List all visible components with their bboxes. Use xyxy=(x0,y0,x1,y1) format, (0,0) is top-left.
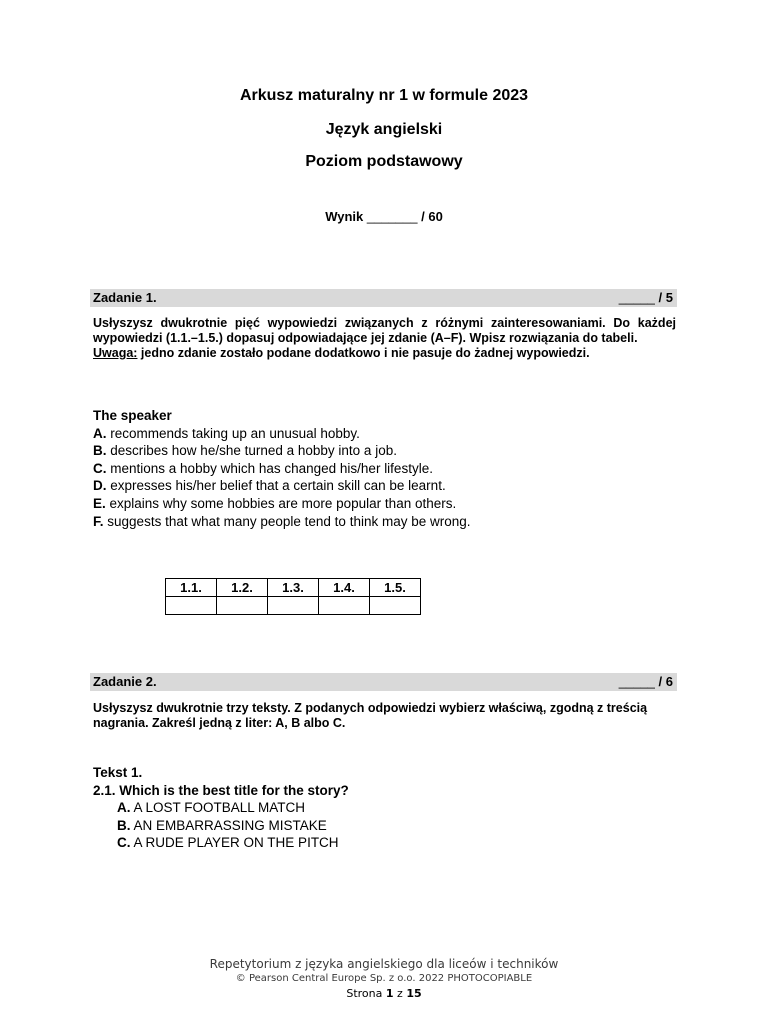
task-1-note-label: Uwaga: xyxy=(93,346,138,360)
answer-c[interactable]: C. A RUDE PLAYER ON THE PITCH xyxy=(117,835,339,851)
total-score xyxy=(0,209,768,224)
task-1-instruction xyxy=(93,316,676,361)
option-a: A. recommends taking up an unusual hobby. xyxy=(93,425,360,441)
score-label: Wynik xyxy=(325,209,364,224)
option-c: C. mentions a hobby which has changed his/her lifestyle. xyxy=(93,460,433,476)
answer-cell-1-5[interactable] xyxy=(370,597,421,615)
answer-col-1-4: 1.4. xyxy=(319,579,370,597)
option-d: D. expresses his/her belief that a certain skill can be learnt. xyxy=(93,478,446,494)
answer-cell-1-1[interactable] xyxy=(166,597,217,615)
answer-b[interactable]: B. AN EMBARRASSING MISTAKE xyxy=(117,817,327,833)
answer-table-header-row xyxy=(166,579,421,597)
task-1-lead: The speaker xyxy=(93,408,172,423)
answer-cell-1-4[interactable] xyxy=(319,597,370,615)
task-1-points-blank: _____ xyxy=(618,290,655,305)
task-2-points-max: / 6 xyxy=(658,674,673,689)
task-2-instruction: Usłyszysz dwukrotnie trzy teksty. Z podanych odpowiedzi wybierz właściwą, zgodną z treścią nagrania. Zakreśl jedną z liter: A, B albo C. xyxy=(93,701,648,730)
task-1-options xyxy=(93,407,673,530)
task-1-answer-table xyxy=(165,578,421,615)
task-2-text-1 xyxy=(93,764,653,852)
footer-copyright: © Pearson Central Europe Sp. z o.o. 2022 PHOTOCOPIABLE xyxy=(235,973,533,984)
answer-cell-1-3[interactable] xyxy=(268,597,319,615)
task-1-instruction-text: Usłyszysz dwukrotnie pięć wypowiedzi związanych z różnymi zainteresowaniami. Do każdej wypowiedzi (1.1.–1.5.) dopasuj odpowiadające jej zdanie (A–F). Wpisz rozwiązania do tabeli. xyxy=(93,316,676,345)
task-1-points xyxy=(619,289,673,307)
answer-cell-1-2[interactable] xyxy=(217,597,268,615)
task-2-points-blank: _____ xyxy=(618,674,655,689)
answer-table-input-row xyxy=(166,597,421,615)
task-1-header xyxy=(90,289,677,307)
footer-page-number: Strona 1 z 15 xyxy=(346,987,422,1000)
answer-col-1-3: 1.3. xyxy=(268,579,319,597)
task-1-note-text: jedno zdanie zostało podane dodatkowo i nie pasuje do żadnej wypowiedzi. xyxy=(137,346,590,360)
score-blank: _______ xyxy=(366,209,418,224)
task-1-label: Zadanie 1. xyxy=(93,290,157,305)
task-1-points-max: / 5 xyxy=(658,290,673,305)
answer-a[interactable]: A. A LOST FOOTBALL MATCH xyxy=(117,800,306,816)
option-f: F. suggests that what many people tend to think may be wrong. xyxy=(93,513,471,529)
task-2-label: Zadanie 2. xyxy=(93,674,157,689)
exam-subject: Język angielski xyxy=(325,121,443,138)
footer-book-title: Repetytorium z języka angielskiego dla liceów i techników xyxy=(209,957,559,971)
page-footer xyxy=(0,957,768,1002)
answer-col-1-1: 1.1. xyxy=(166,579,217,597)
answer-col-1-5: 1.5. xyxy=(370,579,421,597)
task-2-points xyxy=(619,673,673,691)
exam-title: Arkusz maturalny nr 1 w formule 2023 xyxy=(239,87,529,104)
score-max: / 60 xyxy=(421,209,443,224)
question-2-1: 2.1. Which is the best title for the story? xyxy=(93,782,349,798)
option-e: E. explains why some hobbies are more popular than others. xyxy=(93,495,457,511)
text-1-label: Tekst 1. xyxy=(93,765,143,780)
option-b: B. describes how he/she turned a hobby into a job. xyxy=(93,443,397,459)
task-2-header xyxy=(90,673,677,691)
exam-level: Poziom podstawowy xyxy=(305,153,463,170)
answer-col-1-2: 1.2. xyxy=(217,579,268,597)
